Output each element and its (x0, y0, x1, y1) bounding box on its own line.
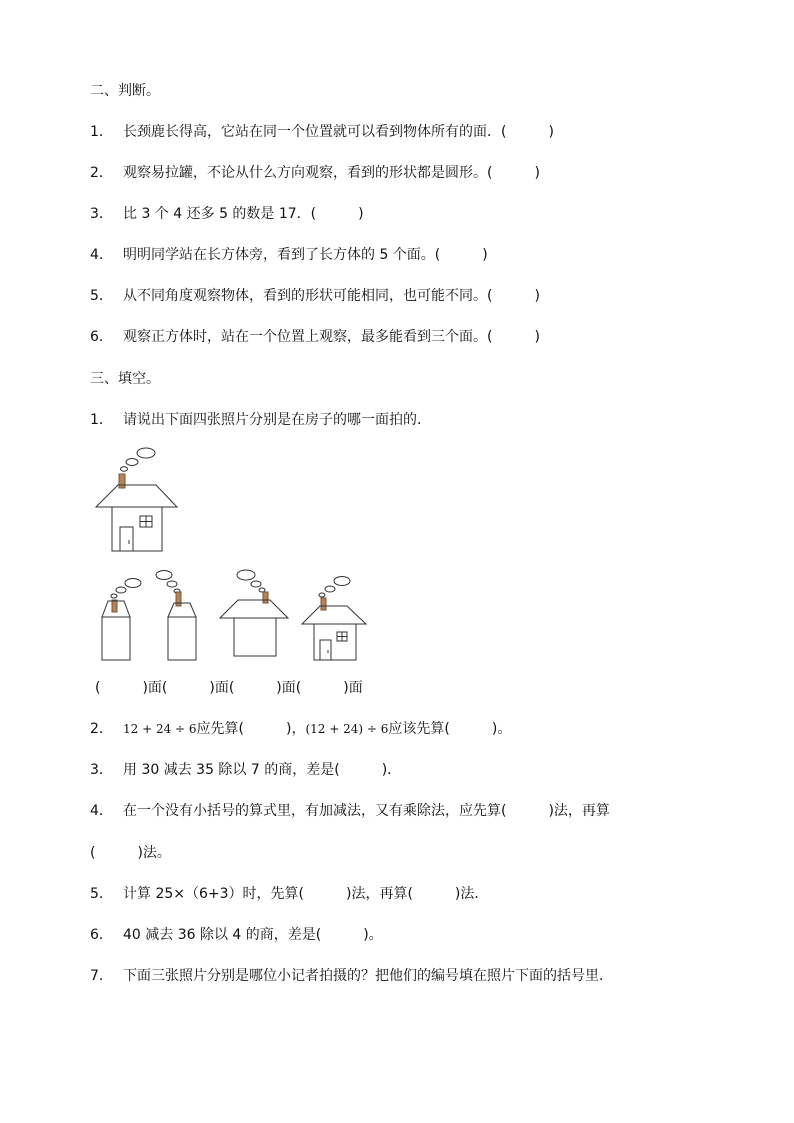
item-number: 4． (90, 803, 113, 819)
item-text: 明明同学站在长方体旁，看到了长方体的 5 个面。( ) (123, 247, 488, 263)
item-number: 6． (90, 927, 113, 943)
item-number: 5． (90, 288, 113, 304)
item-text: 在一个没有小括号的算式里，有加减法，又有乘除法，应先算( )法，再算 (123, 803, 610, 819)
fill-item-5 (90, 884, 488, 904)
photo-answer-brackets: ( )面( )面( )面( )面 (95, 680, 363, 696)
item-text: 下面三张照片分别是哪位小记者拍摄的？把他们的编号填在照片下面的括号里． (123, 968, 613, 984)
item-number: 1． (90, 412, 113, 428)
item-number: 4． (90, 247, 113, 263)
item-text: 计算 25×（6+3）时，先算( )法，再算( )法． (123, 886, 489, 902)
section-3-title: 三、填空。 (90, 371, 160, 387)
item-number: 2． (90, 721, 113, 737)
house-side-view-figure (102, 579, 141, 661)
item-number: 5． (90, 886, 113, 902)
item-number: 7． (90, 968, 113, 984)
fill-item-3 (90, 760, 401, 780)
house-back-view-figure (220, 570, 288, 656)
item-text: 观察正方体时，站在一个位置上观察，最多能看到三个面。( ) (123, 329, 540, 345)
fill-item-7 (90, 966, 613, 986)
item-number: 3． (90, 762, 113, 778)
item-number: 2． (90, 165, 113, 181)
item-text: 应该先算( )。 (388, 721, 512, 737)
item-text: 长颈鹿长得高，它站在同一个位置就可以看到物体所有的面．( ) (123, 124, 554, 140)
item-text: 观察易拉罐，不论从什么方向观察，看到的形状都是圆形。( ) (123, 165, 540, 181)
item-number: 3． (90, 206, 113, 222)
house-side-view-figure (156, 571, 196, 661)
fill-item-4-continued: ( )法。 (90, 845, 171, 861)
house-front-view-figure (302, 577, 366, 661)
expression-2: (12 + 24) ÷ 6 (305, 722, 389, 736)
item-text: 从不同角度观察物体，看到的形状可能相同，也可能不同。( ) (123, 288, 540, 304)
item-text: 40 减去 36 除以 4 的商，差是( )。 (123, 927, 383, 943)
expression-1: 12 + 24 ÷ 6 (123, 722, 197, 736)
house-front-main-figure (96, 448, 177, 551)
item-number: 6． (90, 329, 113, 345)
item-text: 用 30 减去 35 除以 7 的商，差是( )． (123, 762, 402, 778)
item-number: 1． (90, 124, 113, 140)
item-text: 比 3 个 4 还多 5 的数是 17．( ) (123, 206, 364, 222)
fill-item-4 (90, 801, 610, 821)
section-2-title: 二、判断。 (90, 83, 160, 99)
item-text: 应先算( )， (196, 721, 306, 737)
item-text: 请说出下面四张照片分别是在房子的哪一面拍的． (123, 412, 431, 428)
fill-item-6 (90, 925, 383, 945)
fill-item-2 (90, 719, 511, 739)
